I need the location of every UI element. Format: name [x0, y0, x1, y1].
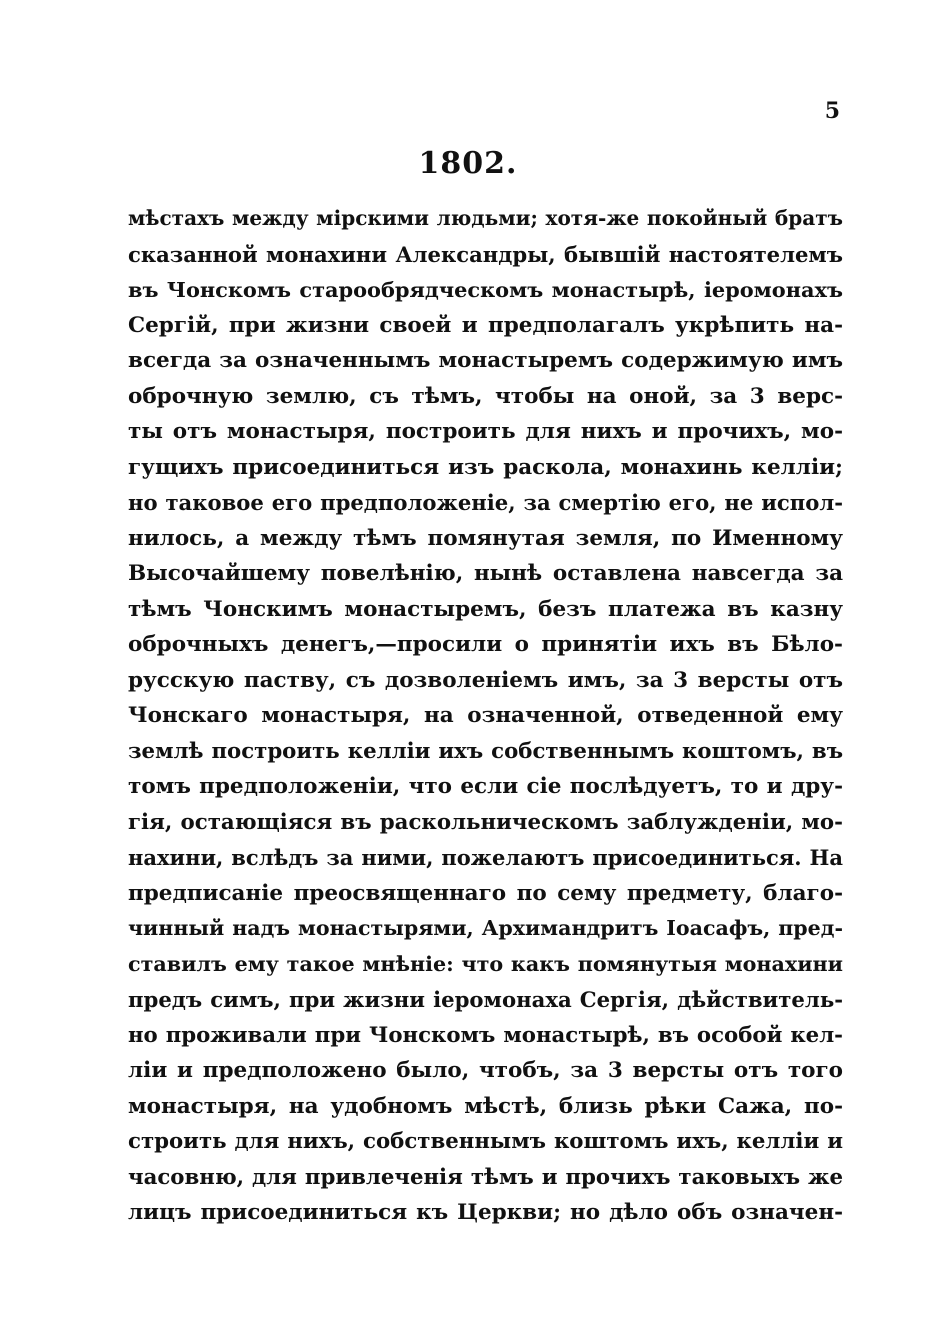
- text-line: лицъ присоединиться къ Церкви; но дѣло объ означен-: [128, 1200, 843, 1225]
- text-line: ты отъ монастыря, построить для нихъ и прочихъ, мо-: [128, 419, 843, 444]
- text-line: но таковое его предположеніе, за смертію его, не испол-: [128, 490, 843, 515]
- year-heading: 1802.: [418, 146, 518, 181]
- text-line: сказанной монахини Александры, бывшій настоятелемъ: [128, 241, 843, 267]
- text-line: оброчную землю, съ тѣмъ, чтобы на оной, за 3 верс-: [128, 383, 843, 409]
- text-line: Сергій, при жизни своей и предполагалъ укрѣпить на-: [128, 312, 843, 338]
- text-line: землѣ построить келліи ихъ собственнымъ коштомъ, въ: [128, 738, 843, 764]
- text-line: Чонскаго монастыря, на означенной, отведенной ему: [128, 703, 843, 728]
- text-line: предписаніе преосвященнаго по сему предмету, благо-: [128, 880, 843, 906]
- text-line: строить для нихъ, собственнымъ коштомъ ихъ, келліи и: [128, 1129, 843, 1154]
- page-number: 5: [824, 98, 840, 124]
- text-line: нилось, а между тѣмъ помянутая земля, по Именному: [128, 525, 843, 551]
- text-line: но проживали при Чонскомъ монастырѣ, въ особой кел-: [128, 1022, 843, 1048]
- body-text: [128, 201, 843, 1231]
- text-line: нахини, вслѣдъ за ними, пожелаютъ присоединиться. На: [128, 845, 843, 870]
- text-line: тѣмъ Чонскимъ монастыремъ, безъ платежа въ казну: [128, 596, 843, 622]
- text-line: предъ симъ, при жизни іеромонаха Сергія, дѣйствитель-: [128, 987, 843, 1012]
- text-line: монастыря, на удобномъ мѣстѣ, близь рѣки Сажа, по-: [128, 1093, 843, 1119]
- text-line: ліи и предположено было, чтобъ, за 3 версты отъ того: [128, 1058, 843, 1083]
- text-line: русскую паству, съ дозволеніемъ имъ, за 3 версты отъ: [128, 667, 843, 693]
- text-line: томъ предположеніи, что если сіе послѣдуетъ, то и дру-: [128, 774, 843, 799]
- text-line: чинный надъ монастырями, Архимандритъ Іоасафъ, пред-: [128, 916, 843, 940]
- text-line: гущихъ присоединиться изъ раскола, монахинь келліи;: [128, 454, 843, 480]
- text-line: оброчныхъ денегъ,—просили о принятіи ихъ въ Бѣло-: [128, 632, 843, 657]
- text-line: часовню, для привлеченія тѣмъ и прочихъ таковыхъ же: [128, 1164, 843, 1190]
- text-line: Высочайшему повелѣнію, нынѣ оставлена навсегда за: [128, 561, 843, 586]
- text-line: ставилъ ему такое мнѣніе: что какъ помянутыя монахини: [128, 951, 843, 976]
- text-line: гія, остающіяся въ раскольническомъ заблужденіи, мо-: [128, 809, 843, 835]
- text-line: всегда за означеннымъ монастыремъ содержимую имъ: [128, 348, 843, 373]
- text-line: въ Чонскомъ старообрядческомъ монастырѣ, іеромонахъ: [128, 277, 843, 302]
- text-line: мѣстахъ между мірскими людьми; хотя-же покойный братъ: [128, 206, 843, 230]
